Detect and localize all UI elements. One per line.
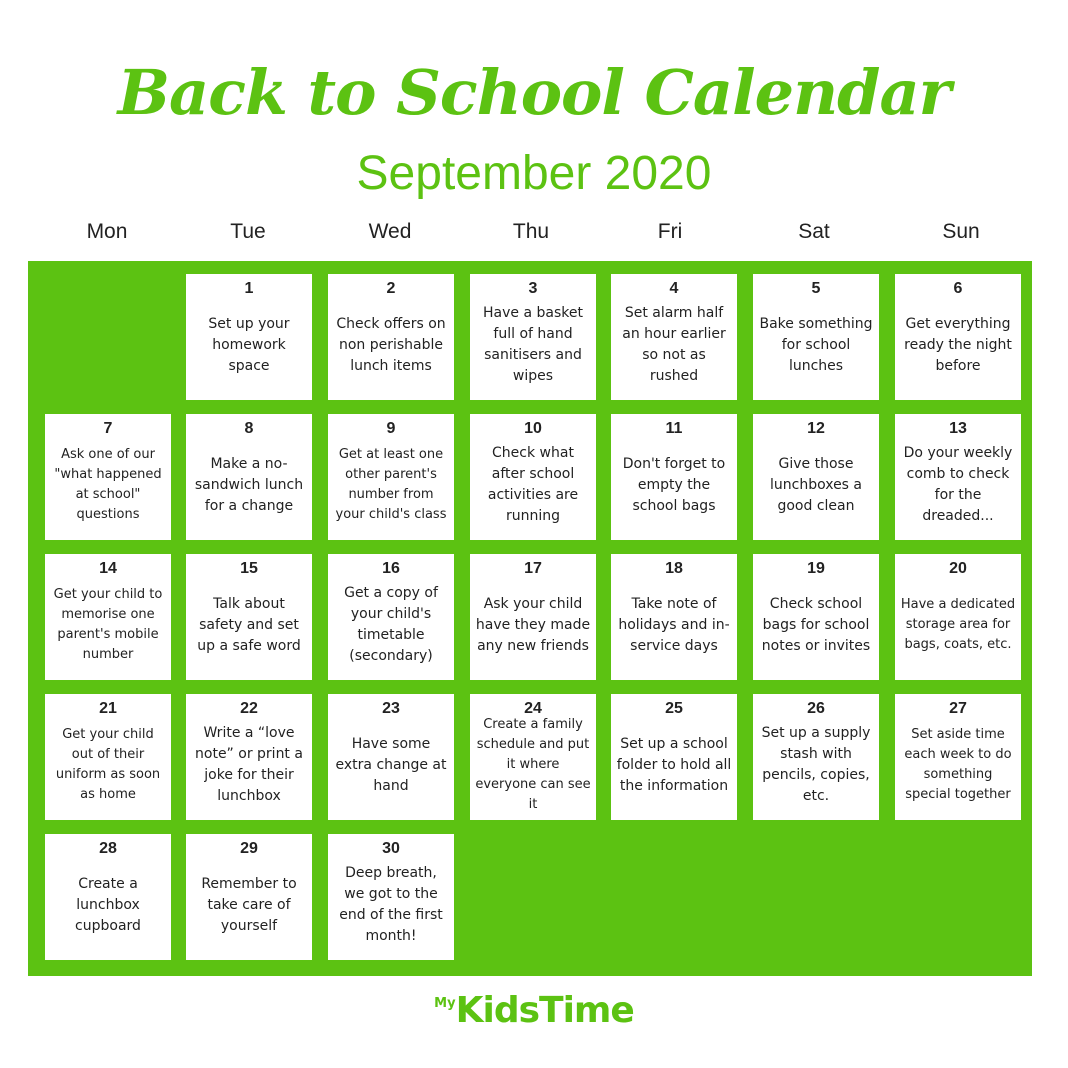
day-activity: Set up a supply stash with pencils, copies, etc. [761,725,871,804]
day-cell [611,274,737,400]
day-number: 13 [949,420,967,437]
weekday-thu: Thu [512,220,550,243]
day-cell [328,554,454,680]
day-number: 8 [244,420,254,437]
day-number: 24 [524,700,542,717]
day-cell [753,274,879,400]
day-activity: Set aside time each week to do something special together [904,727,1012,802]
day-number: 30 [382,840,400,857]
day-number: 26 [807,700,825,717]
day-number: 20 [949,560,967,577]
calendar-title: Back to School Calendar [117,56,951,129]
day-activity: Remember to take care of yourself [201,875,297,934]
day-cell [45,694,171,820]
day-cell [895,414,1021,540]
day-activity: Create a lunchbox cupboard [75,875,141,934]
day-cell [895,694,1021,820]
weekday-wed: Wed [368,220,412,243]
month-subtitle: September 2020 [356,147,712,200]
day-activity: Write a “love note” or print a joke for their lunchbox [195,725,303,804]
day-activity: Ask one of our "what happened at school" questions [54,447,162,522]
day-activity: Take note of holidays and in-service days [618,595,730,654]
day-number: 17 [524,560,542,577]
day-cell [895,554,1021,680]
day-cell [328,834,454,960]
day-cell [611,554,737,680]
day-activity: Set up your homework space [208,315,290,374]
day-number: 25 [665,700,683,717]
day-cell [611,694,737,820]
day-activity: Ask your child have they made any new friends [475,595,591,654]
day-cell [186,694,312,820]
day-number: 27 [949,700,967,717]
day-number: 7 [103,420,113,437]
day-cell [895,274,1021,400]
day-number: 21 [99,700,117,717]
day-activity: Do your weekly comb to check for the dreaded... [903,445,1013,524]
day-number: 14 [99,560,117,577]
day-activity: Get a copy of your child's timetable (secondary) [344,585,438,664]
day-activity: Get everything ready the night before [904,315,1012,374]
day-activity: Check school bags for school notes or invites [761,595,871,654]
day-number: 19 [807,560,825,577]
day-activity: Create a family schedule and put it where everyone can see it [475,717,591,812]
day-activity: Have a dedicated storage area for bags, coats, etc. [900,597,1016,652]
day-activity: Deep breath, we got to the end of the first month! [339,865,443,944]
day-cell [470,554,596,680]
day-cell [470,414,596,540]
day-cell [186,274,312,400]
day-cell [186,834,312,960]
day-cell [328,274,454,400]
day-activity: Set alarm half an hour earlier so not as rushed [622,305,726,384]
day-cell [45,414,171,540]
day-activity: Check offers on non perishable lunch items [336,315,446,374]
day-activity: Make a no-sandwich lunch for a change [194,455,304,514]
day-activity: Check what after school activities are running [487,445,579,524]
day-activity: Get your child out of their uniform as soon as home [55,727,161,802]
day-cell [470,274,596,400]
day-number: 28 [99,840,117,857]
day-cell [328,694,454,820]
kidstime-logo [0,990,1068,1050]
day-cell [186,414,312,540]
day-number: 22 [240,700,258,717]
day-number: 2 [386,280,396,297]
day-activity: Don't forget to empty the school bags [622,455,726,514]
weekday-sun: Sun [942,220,980,243]
day-number: 5 [811,280,821,297]
day-number: 16 [382,560,400,577]
day-number: 29 [240,840,258,857]
weekday-mon: Mon [86,220,128,243]
day-number: 3 [528,280,538,297]
day-activity: Have a basket full of hand sanitisers and wipes [483,305,583,384]
day-cell [186,554,312,680]
day-number: 9 [386,420,396,437]
calendar-grid [28,261,1032,976]
day-activity: Get your child to memorise one parent's mobile number [53,587,163,662]
weekday-header-row [0,220,1068,250]
day-cell [753,414,879,540]
day-cell [45,554,171,680]
weekday-tue: Tue [230,220,266,243]
day-activity: Get at least one other parent's number from your child's class [335,447,447,522]
day-number: 6 [953,280,963,297]
day-activity: Have some extra change at hand [335,735,447,794]
day-activity: Give those lunchboxes a good clean [769,455,863,514]
logo-my: My [434,996,456,1011]
day-cell [328,414,454,540]
day-activity: Bake something for school lunches [759,315,873,374]
day-number: 4 [669,280,679,297]
day-cell [753,554,879,680]
day-cell [45,834,171,960]
day-cell [753,694,879,820]
day-cell [470,694,596,820]
day-number: 23 [382,700,400,717]
day-number: 11 [665,420,683,437]
day-number: 10 [524,420,542,437]
day-number: 18 [665,560,683,577]
day-number: 1 [244,280,254,297]
day-number: 12 [807,420,825,437]
logo-name: KidsTime [455,990,634,1031]
day-number: 15 [240,560,258,577]
day-activity: Talk about safety and set up a safe word [197,595,301,654]
weekday-fri: Fri [657,220,683,243]
day-cell [611,414,737,540]
weekday-sat: Sat [798,220,830,243]
day-activity: Set up a school folder to hold all the information [616,735,732,794]
